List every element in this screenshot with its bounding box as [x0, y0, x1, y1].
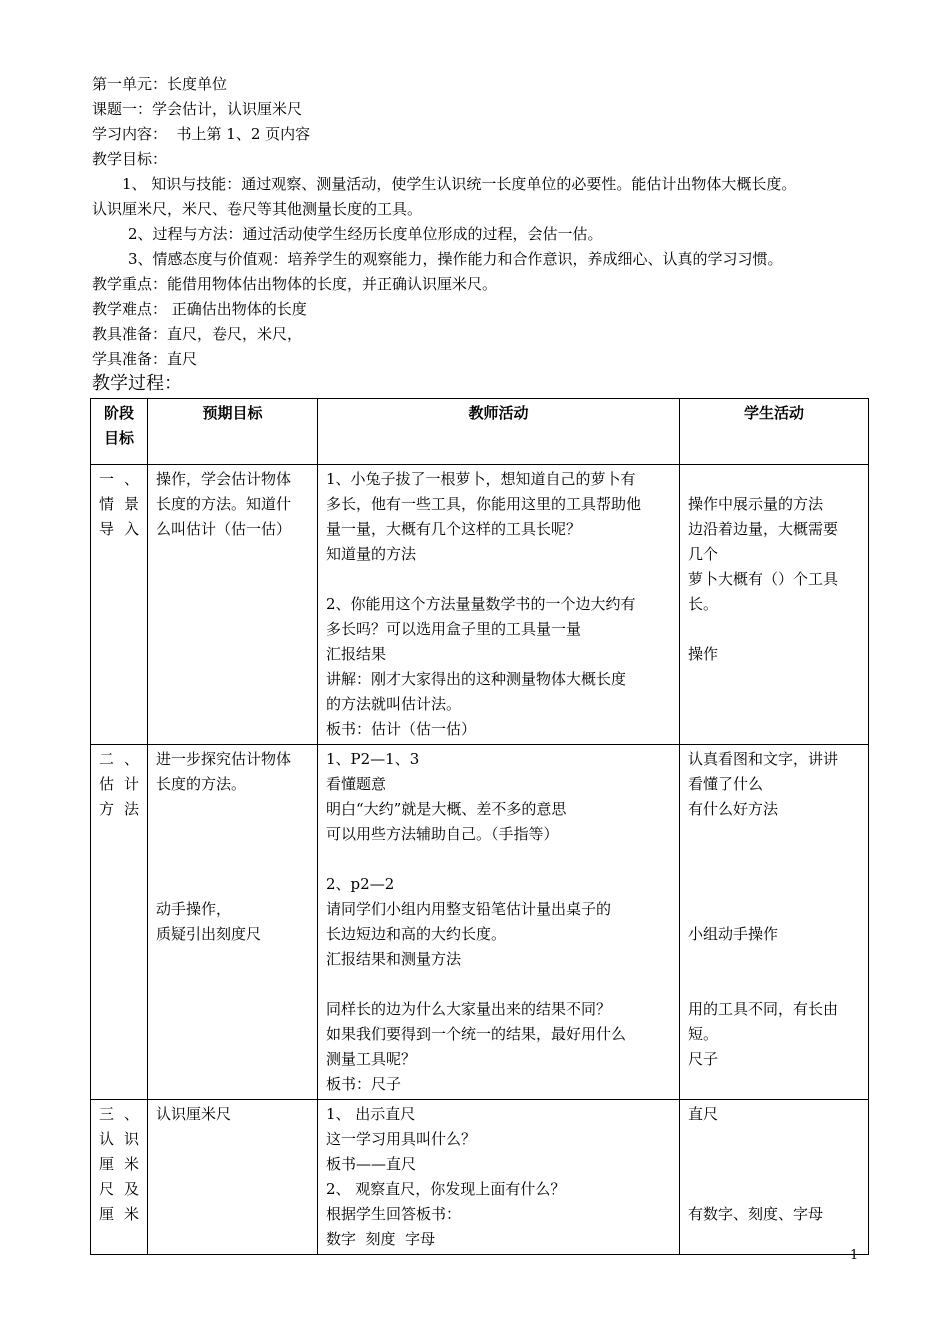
goal-text — [156, 747, 309, 947]
cell-line: 情 景 — [99, 495, 139, 513]
cell-line — [688, 1127, 860, 1152]
cell-line — [688, 897, 860, 922]
cell-line: 板书——直尺 — [326, 1155, 417, 1173]
stage-cell — [91, 745, 148, 1100]
cell-line: 长度的方法。 — [156, 775, 247, 793]
cell-line: 有什么好方法 — [688, 800, 779, 818]
cell-line — [688, 1177, 860, 1202]
cell-line: 同样长的边为什么大家量出来的结果不同？ — [326, 1000, 612, 1018]
cell-line: 测量工具呢？ — [326, 1050, 417, 1068]
cell-line — [326, 972, 671, 997]
cell-line: 多长吗？可以选用盒子里的工具量一量 — [326, 620, 582, 638]
cell-line: 萝卜大概有（）个工具 — [688, 570, 839, 588]
cell-line: 长边短边和高的大约长度。 — [326, 925, 507, 943]
teacher-tools: 教具准备：直尺，卷尺，米尺， — [92, 325, 303, 343]
goal-2: 2、过程与方法：通过活动使学生经历长度单位形成的过程，会估一估。 — [128, 225, 603, 243]
stage-text — [99, 467, 139, 542]
cell-line — [688, 467, 860, 492]
unit-title: 第一单元：长度单位 — [92, 75, 228, 93]
cell-line: 动手操作， — [156, 900, 232, 918]
cell-line: 厘米 — [99, 1205, 139, 1223]
cell-line — [156, 847, 309, 872]
col-header-stage — [91, 399, 148, 465]
cell-line: 操作 — [688, 645, 719, 663]
stage-text — [99, 1102, 139, 1227]
cell-line — [156, 797, 309, 822]
cell-line — [688, 1152, 860, 1177]
cell-line: 用的工具不同，有长由 — [688, 1000, 839, 1018]
cell-line: 2、p2—2 — [326, 875, 395, 893]
cell-line: 阶段 — [103, 404, 134, 422]
key-point: 教学重点：能借用物体估出物体的长度，并正确认识厘米尺。 — [92, 275, 498, 293]
cell-line: 2、你能用这个方法量量数学书的一个边大约有 — [326, 595, 636, 613]
goal-cell — [148, 465, 318, 745]
student-tools: 学具准备：直尺 — [92, 350, 198, 368]
goal-text — [156, 1102, 309, 1127]
table-row — [91, 745, 869, 1100]
cell-line: 操作中展示量的方法 — [688, 495, 824, 513]
cell-line: 如果我们要得到一个统一的结果，最好用什么 — [326, 1025, 627, 1043]
col-header-expected-goal — [148, 399, 318, 465]
cell-line: 一 、 — [99, 470, 139, 488]
difficulty: 教学难点： 正确估出物体的长度 — [92, 300, 307, 318]
stage-cell — [91, 465, 148, 745]
goal-cell — [148, 1100, 318, 1255]
student-text — [688, 1102, 860, 1227]
cell-line: 看懂题意 — [326, 775, 387, 793]
cell-line: 请同学们小组内用整支铅笔估计量出桌子的 — [326, 900, 612, 918]
goal-cell — [148, 745, 318, 1100]
cell-line: 操作，学会估计物体 — [156, 470, 292, 488]
cell-line: 短。 — [688, 1025, 719, 1043]
cell-line: 小组动手操作 — [688, 925, 779, 943]
cell-line — [688, 872, 860, 897]
cell-line: 2、 观察直尺，你发现上面有什么？ — [326, 1180, 566, 1198]
cell-line: 明白“大约”就是大概、差不多的意思 — [326, 800, 567, 818]
table-row — [91, 1100, 869, 1255]
cell-line: 认 识 — [99, 1130, 139, 1148]
table-row — [91, 465, 869, 745]
cell-line: 1、P2—1、3 — [326, 750, 420, 768]
cell-line: 三 、 — [99, 1105, 139, 1123]
cell-line — [326, 567, 671, 592]
cell-line: 的方法就叫估计法。 — [326, 695, 462, 713]
cell-line: 看懂了什么 — [688, 775, 764, 793]
cell-line — [326, 847, 671, 872]
lesson-process-table — [90, 398, 869, 1255]
teacher-cell — [318, 745, 680, 1100]
cell-line: 量一量，大概有几个这样的工具长呢？ — [326, 520, 582, 538]
teacher-cell — [318, 465, 680, 745]
cell-line: 导入 — [99, 520, 139, 538]
table-header-row — [91, 399, 869, 465]
learning-content: 学习内容： 书上第 1、2 页内容 — [92, 125, 311, 143]
cell-line: 估 计 — [99, 775, 139, 793]
cell-line: 长度的方法。知道什 — [156, 495, 292, 513]
goal-3: 3、情感态度与价值观：培养学生的观察能力，操作能力和合作意识，养成细心、认真的学习习惯。 — [128, 250, 783, 268]
goals-title: 教学目标： — [92, 150, 168, 168]
cell-line: 质疑引出刻度尺 — [156, 925, 262, 943]
student-cell — [680, 465, 869, 745]
cell-line: 教师活动 — [468, 404, 529, 422]
cell-line: 可以用些方法辅助自己。（手指等） — [326, 825, 559, 843]
cell-line: 尺 及 — [99, 1180, 139, 1198]
cell-line: 认真看图和文字，讲讲 — [688, 750, 839, 768]
cell-line: 厘 米 — [99, 1155, 139, 1173]
cell-line: 知道量的方法 — [326, 545, 417, 563]
cell-line: 这一学习用具叫什么？ — [326, 1130, 477, 1148]
teacher-text — [326, 1102, 671, 1252]
page-number: 1 — [850, 1248, 859, 1263]
cell-line: 1、 出示直尺 — [326, 1105, 416, 1123]
goal-text — [156, 467, 309, 542]
cell-line: 么叫估计（估一估） — [156, 520, 292, 538]
process-title: 教学过程： — [92, 373, 182, 394]
cell-line: 1、小兔子拔了一根萝卜，想知道自己的萝卜有 — [326, 470, 636, 488]
student-cell — [680, 1100, 869, 1255]
col-header-stage-text — [99, 401, 139, 451]
cell-line — [688, 972, 860, 997]
cell-line: 预期目标 — [202, 404, 263, 422]
col-header-expected-goal-text — [156, 401, 309, 426]
cell-line: 板书：估计（估一估） — [326, 720, 477, 738]
cell-line: 直尺 — [688, 1105, 719, 1123]
cell-line — [688, 947, 860, 972]
goal-1-line-1: 1、 知识与技能：通过观察、测量活动，使学生认识统一长度单位的必要性。能估计出物体大概长度。 — [122, 175, 797, 193]
cell-line — [688, 617, 860, 642]
cell-line: 汇报结果和测量方法 — [326, 950, 462, 968]
cell-line: 讲解：刚才大家得出的这种测量物体大概长度 — [326, 670, 627, 688]
student-cell — [680, 745, 869, 1100]
col-header-student-activity — [680, 399, 869, 465]
col-header-teacher-activity-text — [326, 401, 671, 426]
col-header-teacher-activity — [318, 399, 680, 465]
cell-line — [156, 872, 309, 897]
col-header-student-activity-text — [688, 401, 860, 426]
cell-line: 方法 — [99, 800, 139, 818]
cell-line: 根据学生回答板书： — [326, 1205, 462, 1223]
cell-line — [688, 822, 860, 847]
cell-line: 边沿着边量，大概需要 — [688, 520, 839, 538]
cell-line — [156, 822, 309, 847]
goal-1-line-2: 认识厘米尺，米尺、卷尺等其他测量长度的工具。 — [92, 200, 423, 218]
cell-line — [688, 847, 860, 872]
stage-text — [99, 747, 139, 822]
cell-line: 多长，他有一些工具，你能用这里的工具帮助他 — [326, 495, 642, 513]
cell-line: 二 、 — [99, 750, 139, 768]
cell-line: 长。 — [688, 595, 719, 613]
topic-title: 课题一：学会估计，认识厘米尺 — [92, 100, 303, 118]
student-text — [688, 747, 860, 1072]
cell-line: 数字 刻度 字母 — [326, 1230, 436, 1248]
cell-line: 板书：尺子 — [326, 1075, 402, 1093]
student-text — [688, 467, 860, 667]
cell-line: 汇报结果 — [326, 645, 387, 663]
lesson-header — [92, 72, 872, 396]
cell-line: 几个 — [688, 545, 719, 563]
teacher-cell — [318, 1100, 680, 1255]
teacher-text — [326, 467, 671, 742]
teacher-text — [326, 747, 671, 1097]
cell-line: 学生活动 — [743, 404, 804, 422]
cell-line: 目标 — [103, 429, 134, 447]
cell-line: 有数字、刻度、字母 — [688, 1205, 824, 1223]
cell-line: 认识厘米尺 — [156, 1105, 232, 1123]
cell-line: 进一步探究估计物体 — [156, 750, 292, 768]
stage-cell — [91, 1100, 148, 1255]
cell-line: 尺子 — [688, 1050, 719, 1068]
